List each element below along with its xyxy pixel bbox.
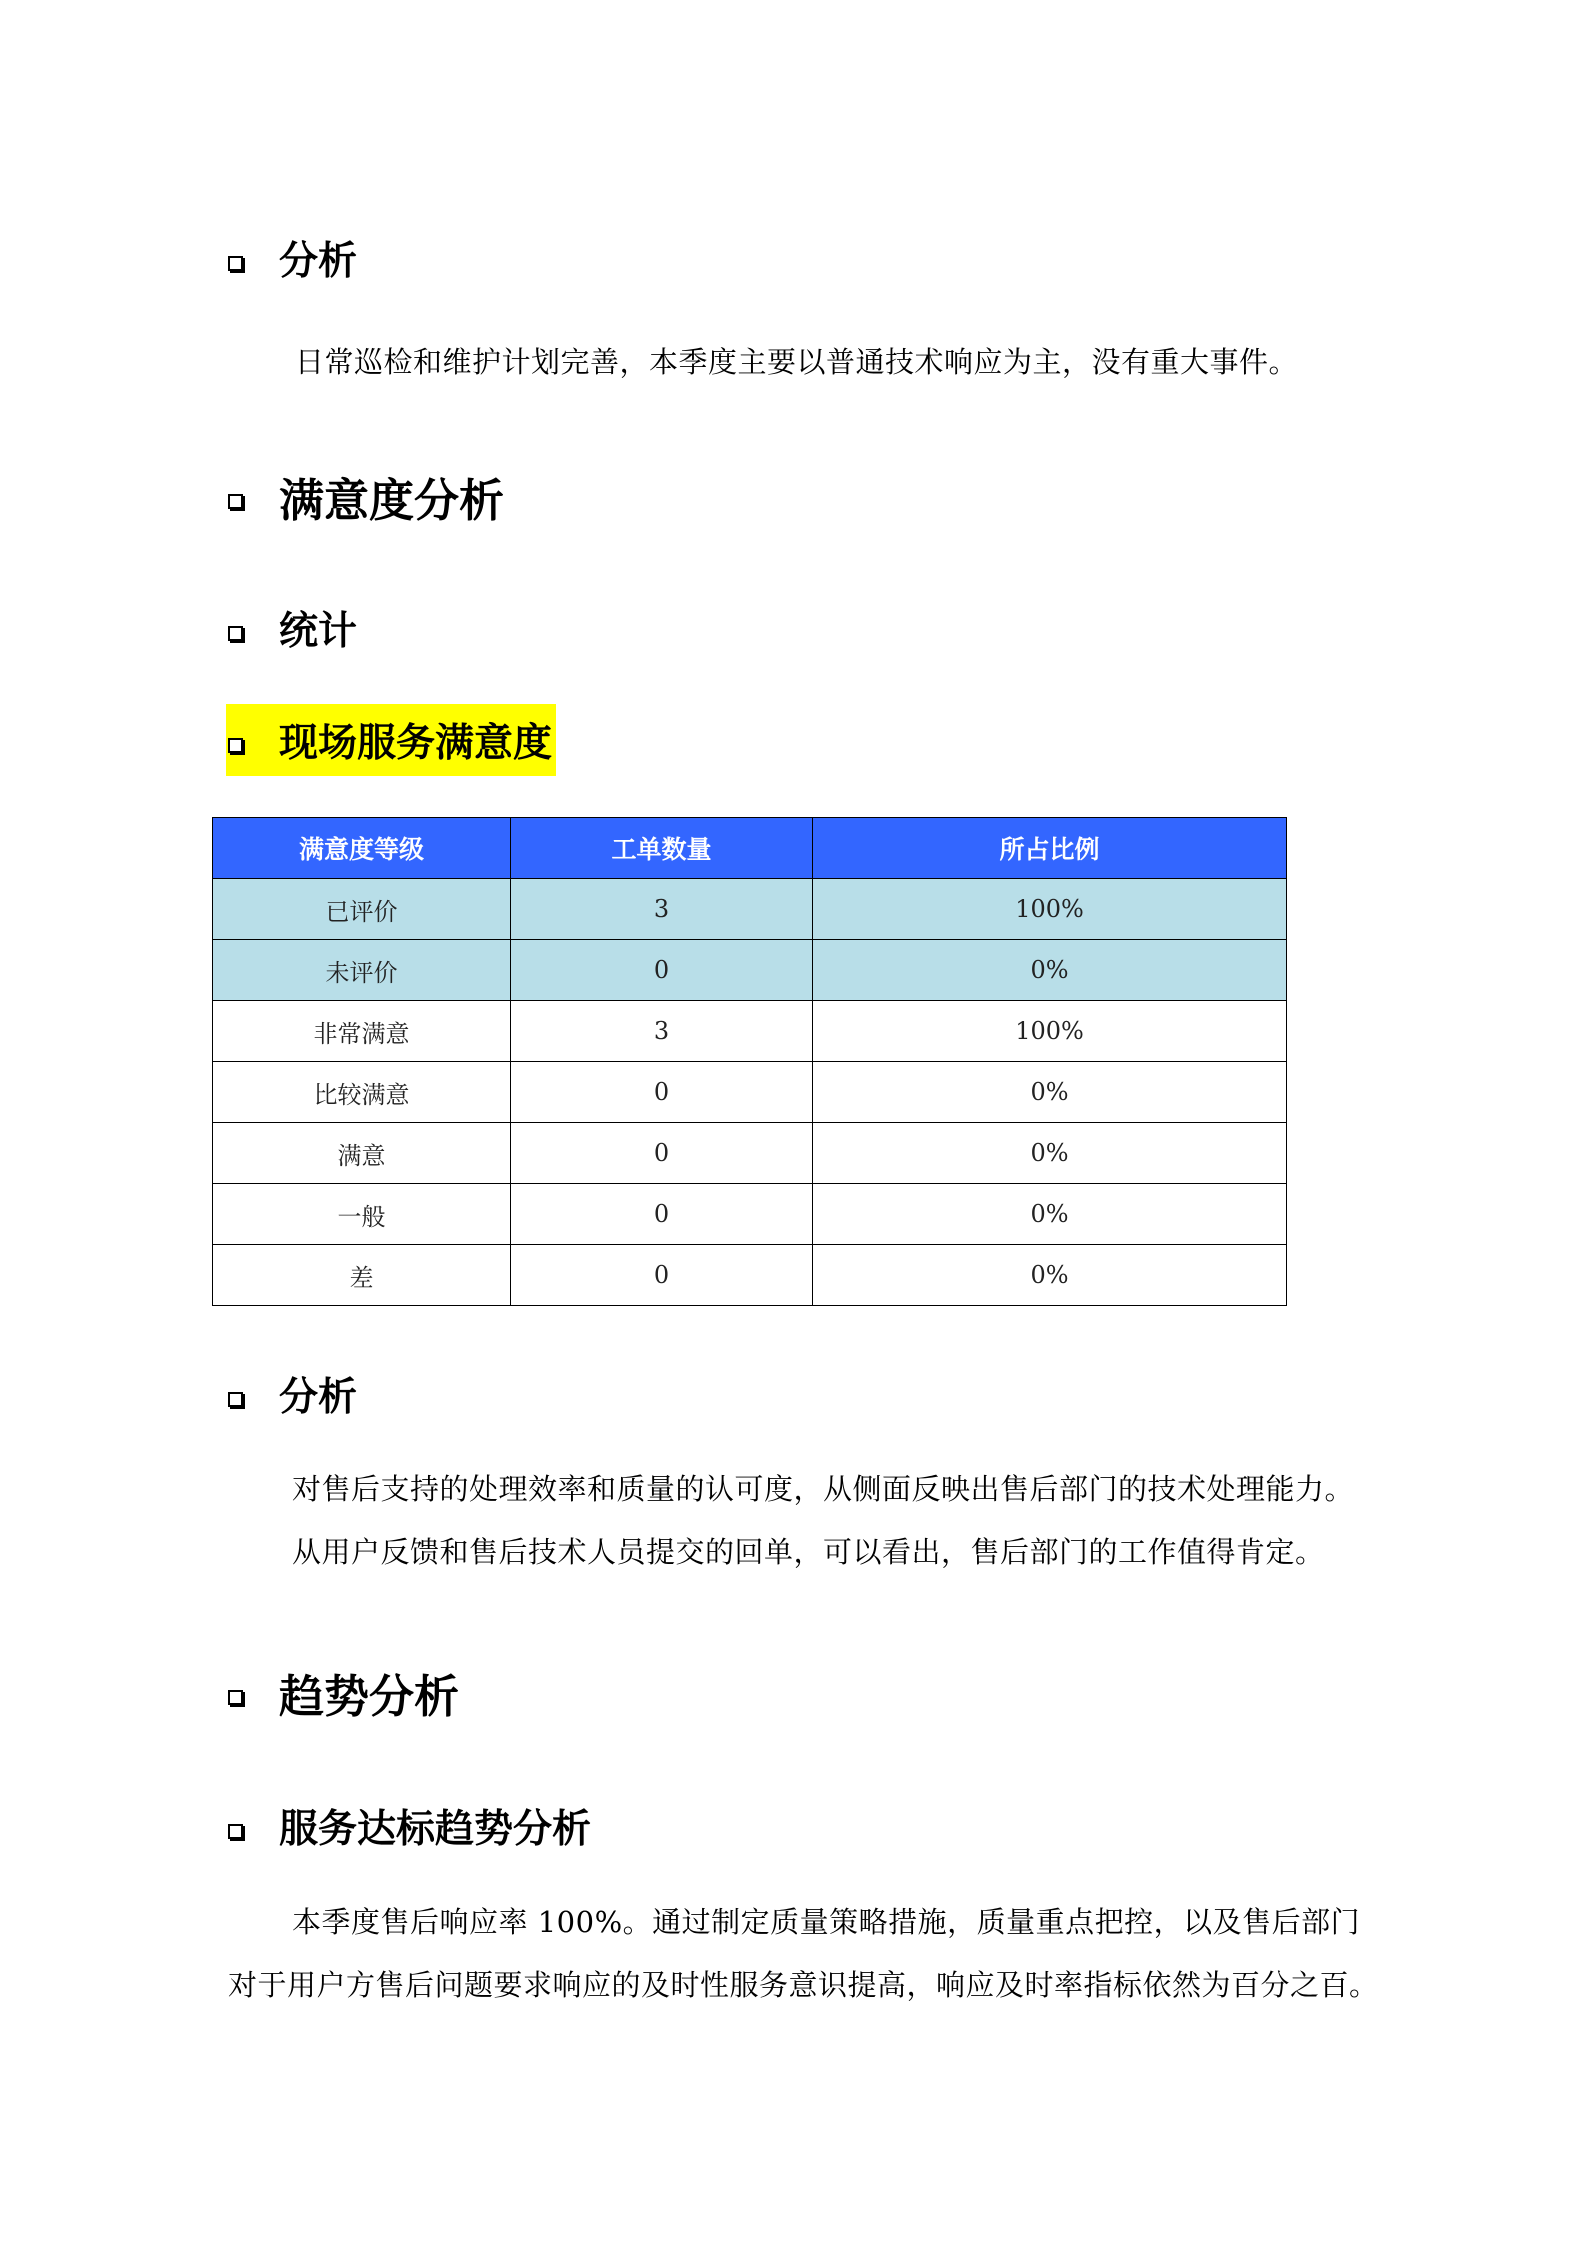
- cell-level: 已评价: [213, 879, 511, 940]
- cell-count: 3: [511, 879, 813, 940]
- paragraph-analysis-2-line-2: 从用户反馈和售后技术人员提交的回单，可以看出，售后部门的工作值得肯定。: [292, 1535, 1325, 1569]
- cell-level: 差: [213, 1245, 511, 1306]
- heading-text: 分析: [279, 239, 358, 284]
- cell-ratio: 0%: [813, 1245, 1287, 1306]
- square-bullet-icon: [228, 494, 243, 509]
- satisfaction-table: [212, 817, 1287, 1306]
- cell-level: 满意: [213, 1123, 511, 1184]
- cell-level: 一般: [213, 1184, 511, 1245]
- table-row: [213, 940, 1287, 1001]
- table-row: [213, 1123, 1287, 1184]
- cell-count: 0: [511, 1062, 813, 1123]
- cell-count: 3: [511, 1001, 813, 1062]
- table-row: [213, 1062, 1287, 1123]
- heading-onsite-satisfaction: [226, 704, 556, 776]
- heading-statistics: [228, 600, 357, 656]
- square-bullet-icon: [228, 738, 243, 753]
- table-row: [213, 1245, 1287, 1306]
- cell-ratio: 100%: [813, 1001, 1287, 1062]
- square-bullet-icon: [228, 1824, 243, 1839]
- heading-text: 现场服务满意度: [279, 721, 553, 766]
- cell-ratio: 100%: [813, 879, 1287, 940]
- heading-trend-analysis: [228, 1660, 459, 1725]
- header-ratio: 所占比例: [813, 818, 1287, 879]
- cell-count: 0: [511, 1245, 813, 1306]
- heading-text: 趋势分析: [279, 1670, 460, 1723]
- cell-ratio: 0%: [813, 1123, 1287, 1184]
- cell-count: 0: [511, 1184, 813, 1245]
- cell-ratio: 0%: [813, 1062, 1287, 1123]
- heading-text: 服务达标趋势分析: [279, 1807, 592, 1852]
- header-level: 满意度等级: [213, 818, 511, 879]
- cell-count: 0: [511, 940, 813, 1001]
- heading-analysis-1: [228, 230, 357, 286]
- header-count: 工单数量: [511, 818, 813, 879]
- cell-count: 0: [511, 1123, 813, 1184]
- square-bullet-icon: [228, 1392, 243, 1407]
- table-row: [213, 1184, 1287, 1245]
- cell-ratio: 0%: [813, 1184, 1287, 1245]
- paragraph-service-trend-line-1: 本季度售后响应率 100%。通过制定质量策略措施，质量重点把控，以及售后部门: [292, 1905, 1361, 1939]
- table-row: [213, 879, 1287, 940]
- heading-text: 分析: [279, 1375, 358, 1420]
- cell-ratio: 0%: [813, 940, 1287, 1001]
- paragraph-analysis-2-line-1: 对售后支持的处理效率和质量的认可度，从侧面反映出售后部门的技术处理能力。: [292, 1472, 1355, 1506]
- square-bullet-icon: [228, 1690, 243, 1705]
- paragraph-service-trend-line-2: 对于用户方售后问题要求响应的及时性服务意识提高，响应及时率指标依然为百分之百。: [228, 1968, 1379, 2002]
- square-bullet-icon: [228, 256, 243, 271]
- heading-satisfaction-analysis: [228, 464, 504, 529]
- table-row: [213, 1001, 1287, 1062]
- cell-level: 比较满意: [213, 1062, 511, 1123]
- paragraph-analysis-1: 日常巡检和维护计划完善，本季度主要以普通技术响应为主，没有重大事件。: [295, 345, 1299, 379]
- heading-text: 统计: [279, 609, 358, 654]
- heading-service-trend: [228, 1798, 591, 1854]
- square-bullet-icon: [228, 626, 243, 641]
- heading-text: 满意度分析: [279, 474, 505, 527]
- heading-analysis-2: [228, 1366, 357, 1422]
- cell-level: 未评价: [213, 940, 511, 1001]
- table-header-row: [213, 818, 1287, 879]
- cell-level: 非常满意: [213, 1001, 511, 1062]
